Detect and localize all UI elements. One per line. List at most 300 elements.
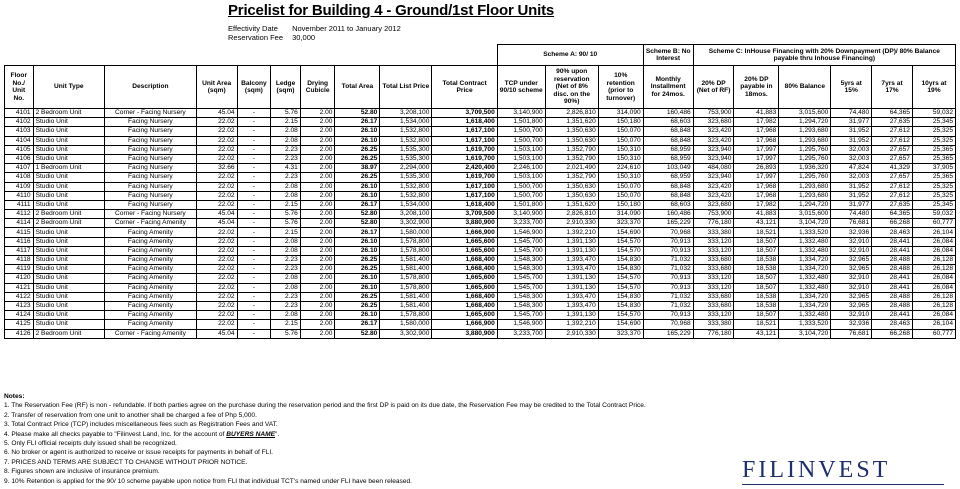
table-cell: 28,441 bbox=[872, 237, 913, 246]
table-cell: 1,545,700 bbox=[497, 311, 545, 320]
table-cell: 3,015,600 bbox=[779, 210, 831, 219]
table-cell: 2.08 bbox=[271, 237, 301, 246]
table-cell: 28,463 bbox=[872, 320, 913, 329]
table-cell: 4123 bbox=[5, 301, 34, 310]
table-cell: 1,580,000 bbox=[380, 320, 432, 329]
table-cell: 1,578,800 bbox=[380, 283, 432, 292]
table-cell: 1,546,900 bbox=[497, 320, 545, 329]
table-cell: 22.02 bbox=[196, 200, 237, 209]
table-cell: 1,668,400 bbox=[432, 301, 497, 310]
table-cell: 150,310 bbox=[598, 173, 643, 182]
table-cell: 3,709,500 bbox=[432, 210, 497, 219]
table-cell: 1,500,700 bbox=[497, 127, 545, 136]
filinvest-logo: FILINVEST bbox=[742, 457, 891, 483]
table-cell: Studio Unit bbox=[33, 118, 104, 127]
table-cell: 4112 bbox=[5, 210, 34, 219]
table-cell: 1,500,700 bbox=[497, 182, 545, 191]
column-header: Total Area bbox=[335, 66, 380, 109]
table-cell: - bbox=[237, 191, 271, 200]
table-cell: 52.80 bbox=[335, 219, 380, 228]
table-cell: 4105 bbox=[5, 145, 34, 154]
table-cell: Studio Unit bbox=[33, 265, 104, 274]
table-cell: 2.23 bbox=[271, 173, 301, 182]
table-cell: 2.00 bbox=[300, 256, 335, 265]
table-cell: 4111 bbox=[5, 200, 34, 209]
table-cell: 32,003 bbox=[831, 145, 872, 154]
table-cell: 4117 bbox=[5, 246, 34, 255]
table-cell: 18,521 bbox=[734, 320, 779, 329]
table-cell: - bbox=[237, 256, 271, 265]
table-cell: 150,070 bbox=[598, 136, 643, 145]
table-cell: Facing Amenity bbox=[104, 265, 196, 274]
table-cell: 26,084 bbox=[912, 274, 955, 283]
table-cell: 1,332,480 bbox=[779, 246, 831, 255]
table-cell: 2.00 bbox=[300, 145, 335, 154]
table-cell: 2.00 bbox=[300, 118, 335, 127]
table-cell: 1,351,620 bbox=[545, 200, 598, 209]
table-row bbox=[5, 173, 956, 182]
table-cell: 154,830 bbox=[598, 256, 643, 265]
table-cell: 1,581,400 bbox=[380, 292, 432, 301]
table-cell: 1,534,000 bbox=[380, 200, 432, 209]
table-cell: 323,940 bbox=[693, 154, 734, 163]
table-cell: 1,532,800 bbox=[380, 182, 432, 191]
table-cell: - bbox=[237, 173, 271, 182]
table-cell: 59,032 bbox=[912, 109, 955, 118]
table-cell: 60,777 bbox=[912, 219, 955, 228]
table-cell: 31,952 bbox=[831, 127, 872, 136]
table-row bbox=[5, 145, 956, 154]
table-cell: 26.17 bbox=[335, 228, 380, 237]
table-cell: 333,380 bbox=[693, 320, 734, 329]
table-cell: 3,880,900 bbox=[432, 219, 497, 228]
table-cell: 1,578,800 bbox=[380, 246, 432, 255]
table-cell: - bbox=[237, 182, 271, 191]
table-cell: 22.02 bbox=[196, 127, 237, 136]
table-row bbox=[5, 311, 956, 320]
table-cell: - bbox=[237, 329, 271, 338]
effectivity-label: Effectivity Date bbox=[228, 24, 278, 33]
table-cell: 1,545,700 bbox=[497, 283, 545, 292]
table-cell: 323,370 bbox=[598, 329, 643, 338]
table-cell: 28,441 bbox=[872, 274, 913, 283]
table-row bbox=[5, 219, 956, 228]
table-cell: 1,352,790 bbox=[545, 145, 598, 154]
table-cell: 2.08 bbox=[271, 182, 301, 191]
table-cell: 22.02 bbox=[196, 283, 237, 292]
table-cell: 2.00 bbox=[300, 109, 335, 118]
table-cell: 323,420 bbox=[693, 182, 734, 191]
table-cell: 1,393,470 bbox=[545, 292, 598, 301]
table-cell: 45.04 bbox=[196, 219, 237, 228]
table-cell: - bbox=[237, 274, 271, 283]
table-cell: 2.00 bbox=[300, 191, 335, 200]
table-cell: 22.02 bbox=[196, 320, 237, 329]
table-row bbox=[5, 191, 956, 200]
table-cell: 4125 bbox=[5, 320, 34, 329]
note-item: 6. No broker or agent is authorized to receive or issue receipts for payments in behalf of FLI. bbox=[4, 449, 274, 457]
table-row bbox=[5, 274, 956, 283]
table-row bbox=[5, 210, 956, 219]
table-cell: 2 Bedroom Unit bbox=[33, 210, 104, 219]
table-cell: Studio Unit bbox=[33, 127, 104, 136]
table-cell: 68,848 bbox=[643, 191, 693, 200]
table-cell: 26.25 bbox=[335, 265, 380, 274]
table-cell: - bbox=[237, 219, 271, 228]
table-cell: 1,350,630 bbox=[545, 127, 598, 136]
table-cell: 323,420 bbox=[693, 136, 734, 145]
table-cell: 2 Bedroom Unit bbox=[33, 109, 104, 118]
table-cell: 32,910 bbox=[831, 283, 872, 292]
table-cell: 25,345 bbox=[912, 118, 955, 127]
table-cell: 2.00 bbox=[300, 301, 335, 310]
table-cell: 2.23 bbox=[271, 154, 301, 163]
table-cell: Studio Unit bbox=[33, 256, 104, 265]
table-cell: 1,535,300 bbox=[380, 145, 432, 154]
table-cell: Facing Nursery bbox=[104, 191, 196, 200]
table-cell: 60,777 bbox=[912, 329, 955, 338]
table-cell: 26.10 bbox=[335, 246, 380, 255]
table-cell: 165,229 bbox=[643, 329, 693, 338]
table-cell: 70,913 bbox=[643, 246, 693, 255]
table-cell: Studio Unit bbox=[33, 182, 104, 191]
table-cell: 32,965 bbox=[831, 265, 872, 274]
table-cell: 26.25 bbox=[335, 145, 380, 154]
table-cell: 32,003 bbox=[831, 154, 872, 163]
table-cell: 22.02 bbox=[196, 274, 237, 283]
table-cell: 3,015,600 bbox=[779, 109, 831, 118]
table-cell: 25,325 bbox=[912, 182, 955, 191]
table-cell: 154,570 bbox=[598, 283, 643, 292]
table-cell: 27,635 bbox=[872, 118, 913, 127]
table-cell: 28,488 bbox=[872, 265, 913, 274]
table-cell: 71,032 bbox=[643, 292, 693, 301]
note-item: 2. Transfer of reservation from one unit to another shall be charged a fee of Php 5,000. bbox=[4, 411, 257, 419]
table-cell: Facing Amenity bbox=[104, 311, 196, 320]
table-cell: 2.08 bbox=[271, 136, 301, 145]
table-cell: - bbox=[237, 283, 271, 292]
table-cell: 26.25 bbox=[335, 292, 380, 301]
table-cell: Studio Unit bbox=[33, 237, 104, 246]
table-cell: 27,635 bbox=[872, 200, 913, 209]
table-cell: 1,619,700 bbox=[432, 145, 497, 154]
table-cell: 32,965 bbox=[831, 301, 872, 310]
table-cell: 1,617,100 bbox=[432, 182, 497, 191]
table-cell: 22.02 bbox=[196, 237, 237, 246]
table-cell: 4104 bbox=[5, 136, 34, 145]
table-cell: 1,618,400 bbox=[432, 200, 497, 209]
table-cell: - bbox=[237, 228, 271, 237]
table-cell: 45.04 bbox=[196, 329, 237, 338]
table-cell: 68,603 bbox=[643, 118, 693, 127]
table-row bbox=[5, 154, 956, 163]
table-cell: 154,690 bbox=[598, 228, 643, 237]
table-row bbox=[5, 182, 956, 191]
table-cell: 22.02 bbox=[196, 145, 237, 154]
table-cell: 2 Bedroom Unit bbox=[33, 329, 104, 338]
table-cell: 3,880,900 bbox=[432, 329, 497, 338]
table-cell: 1,391,130 bbox=[545, 311, 598, 320]
table-cell: 68,959 bbox=[643, 173, 693, 182]
column-header: Drying Cubicle bbox=[300, 66, 335, 109]
table-cell: 27,657 bbox=[872, 154, 913, 163]
table-cell: Facing Nursery bbox=[104, 118, 196, 127]
table-cell: 1,293,680 bbox=[779, 127, 831, 136]
table-cell: 1,391,130 bbox=[545, 283, 598, 292]
table-cell: 1,546,900 bbox=[497, 228, 545, 237]
table-row bbox=[5, 292, 956, 301]
table-cell: 150,180 bbox=[598, 118, 643, 127]
table-cell: 1,391,130 bbox=[545, 246, 598, 255]
table-cell: 68,959 bbox=[643, 145, 693, 154]
table-cell: 1,334,720 bbox=[779, 301, 831, 310]
table-cell: 4120 bbox=[5, 274, 34, 283]
table-cell: 32,910 bbox=[831, 311, 872, 320]
table-cell: 2,021,490 bbox=[545, 164, 598, 173]
table-cell: 2,246,100 bbox=[497, 164, 545, 173]
table-cell: 71,032 bbox=[643, 301, 693, 310]
table-cell: 333,680 bbox=[693, 292, 734, 301]
table-row bbox=[5, 164, 956, 173]
table-cell: - bbox=[237, 109, 271, 118]
column-header: Total List Price bbox=[380, 66, 432, 109]
buyers-name-emphasis: BUYERS NAME bbox=[226, 430, 275, 438]
table-cell: Facing Amenity bbox=[104, 292, 196, 301]
column-header: Total Contract Price bbox=[432, 66, 497, 109]
table-cell: 70,913 bbox=[643, 311, 693, 320]
table-cell: - bbox=[237, 127, 271, 136]
table-cell: 27,612 bbox=[872, 136, 913, 145]
table-cell: 26,128 bbox=[912, 301, 955, 310]
table-cell: 18,538 bbox=[734, 292, 779, 301]
table-cell: 22.02 bbox=[196, 265, 237, 274]
table-cell: 1,332,480 bbox=[779, 283, 831, 292]
table-cell: 70,968 bbox=[643, 320, 693, 329]
table-cell: 38.97 bbox=[335, 164, 380, 173]
table-cell: Studio Unit bbox=[33, 136, 104, 145]
table-cell: 3,302,900 bbox=[380, 329, 432, 338]
table-cell: 1,393,470 bbox=[545, 301, 598, 310]
table-cell: 2,294,000 bbox=[380, 164, 432, 173]
table-cell: 1,535,300 bbox=[380, 173, 432, 182]
table-cell: 52.80 bbox=[335, 210, 380, 219]
table-row bbox=[5, 246, 956, 255]
table-cell: 70,913 bbox=[643, 237, 693, 246]
table-cell: 41,329 bbox=[872, 164, 913, 173]
column-header: Description bbox=[104, 66, 196, 109]
table-cell: 2.23 bbox=[271, 145, 301, 154]
table-cell: Facing Nursery bbox=[104, 145, 196, 154]
table-cell: 2.23 bbox=[271, 265, 301, 274]
table-cell: 26.17 bbox=[335, 320, 380, 329]
table-cell: - bbox=[237, 320, 271, 329]
table-cell: 2.00 bbox=[300, 200, 335, 209]
table-cell: 3,233,700 bbox=[497, 219, 545, 228]
table-cell: 2,826,810 bbox=[545, 109, 598, 118]
table-cell: 1,334,720 bbox=[779, 265, 831, 274]
table-cell: Facing Nursery bbox=[104, 154, 196, 163]
table-cell: 26.25 bbox=[335, 256, 380, 265]
table-cell: 1,617,100 bbox=[432, 136, 497, 145]
table-cell: 26,084 bbox=[912, 283, 955, 292]
table-cell: 2.08 bbox=[271, 191, 301, 200]
table-cell: 18,507 bbox=[734, 311, 779, 320]
notes-heading: Notes: bbox=[4, 393, 25, 400]
table-cell: 32,910 bbox=[831, 237, 872, 246]
pricelist-table bbox=[4, 44, 956, 339]
column-header: 20% DP payable in 18mos. bbox=[734, 66, 779, 109]
table-cell: 32,965 bbox=[831, 256, 872, 265]
table-cell: 1,545,700 bbox=[497, 246, 545, 255]
table-cell: 17,997 bbox=[734, 145, 779, 154]
table-cell: Facing Amenity bbox=[104, 320, 196, 329]
table-cell: 22.02 bbox=[196, 191, 237, 200]
table-cell: 1,295,760 bbox=[779, 173, 831, 182]
column-header: 20% DP (Net of RF) bbox=[693, 66, 734, 109]
table-cell: 32,910 bbox=[831, 274, 872, 283]
table-cell: 1,548,300 bbox=[497, 256, 545, 265]
table-cell: 1 Bedroom Unit bbox=[33, 164, 104, 173]
table-cell: 4107 bbox=[5, 164, 34, 173]
table-cell: 2,420,400 bbox=[432, 164, 497, 173]
column-header: 10yrs at 19% bbox=[912, 66, 955, 109]
table-cell: 1,581,400 bbox=[380, 301, 432, 310]
table-cell: 154,830 bbox=[598, 292, 643, 301]
table-cell: 1,532,800 bbox=[380, 191, 432, 200]
table-cell: 4124 bbox=[5, 311, 34, 320]
table-cell: 2.00 bbox=[300, 182, 335, 191]
table-cell: 154,690 bbox=[598, 320, 643, 329]
table-cell: 1,618,400 bbox=[432, 118, 497, 127]
table-cell: 1,665,600 bbox=[432, 311, 497, 320]
table-cell: 26.10 bbox=[335, 136, 380, 145]
table-cell: 26,104 bbox=[912, 228, 955, 237]
table-cell: 1,545,700 bbox=[497, 274, 545, 283]
table-cell: 26,128 bbox=[912, 256, 955, 265]
table-cell: 70,913 bbox=[643, 274, 693, 283]
table-cell: 37,905 bbox=[912, 164, 955, 173]
note-item: 9. 10% Retention is applied for the 90/ 10 scheme payable upon notice from FLI that individual TCT's named under FLI have been released. bbox=[4, 477, 412, 485]
table-cell: 2.23 bbox=[271, 256, 301, 265]
table-cell: 3,140,900 bbox=[497, 210, 545, 219]
table-cell: 333,120 bbox=[693, 283, 734, 292]
table-cell: 3,208,100 bbox=[380, 210, 432, 219]
table-cell: 1,332,480 bbox=[779, 311, 831, 320]
table-cell: Facing Nursery bbox=[104, 136, 196, 145]
table-cell: 2.23 bbox=[271, 292, 301, 301]
table-cell: Studio Unit bbox=[33, 173, 104, 182]
table-cell: Facing Amenity bbox=[104, 256, 196, 265]
table-cell: 26,128 bbox=[912, 265, 955, 274]
table-cell: 52.80 bbox=[335, 109, 380, 118]
reservation-label: Reservation Fee bbox=[228, 33, 284, 42]
table-cell: 3,302,900 bbox=[380, 219, 432, 228]
table-cell: 76,681 bbox=[831, 219, 872, 228]
table-row bbox=[5, 237, 956, 246]
table-cell: 28,441 bbox=[872, 283, 913, 292]
table-cell: 1,668,400 bbox=[432, 256, 497, 265]
table-cell: 333,120 bbox=[693, 246, 734, 255]
table-cell: 1,532,800 bbox=[380, 127, 432, 136]
table-cell: 1,500,700 bbox=[497, 136, 545, 145]
table-cell: - bbox=[237, 301, 271, 310]
table-cell: 1,352,790 bbox=[545, 173, 598, 182]
table-cell: 32,936 bbox=[831, 228, 872, 237]
table-cell: 2.15 bbox=[271, 200, 301, 209]
column-header: Ledge (sqm) bbox=[271, 66, 301, 109]
table-cell: 66,268 bbox=[872, 219, 913, 228]
table-cell: 1,501,800 bbox=[497, 200, 545, 209]
table-cell: 31,952 bbox=[831, 136, 872, 145]
table-cell: - bbox=[237, 292, 271, 301]
table-cell: Facing Nursery bbox=[104, 173, 196, 182]
table-cell: 28,488 bbox=[872, 256, 913, 265]
column-header: 80% Balance bbox=[779, 66, 831, 109]
table-cell: Corner - Facing Amenity bbox=[104, 219, 196, 228]
table-cell: 314,090 bbox=[598, 109, 643, 118]
table-cell: 27,612 bbox=[872, 127, 913, 136]
table-cell: 1,666,900 bbox=[432, 320, 497, 329]
table-cell: 4108 bbox=[5, 173, 34, 182]
table-cell: Corner - Facing Nursery bbox=[104, 210, 196, 219]
table-cell: Studio Unit bbox=[33, 246, 104, 255]
table-cell: 1,578,800 bbox=[380, 311, 432, 320]
table-cell: 25,325 bbox=[912, 191, 955, 200]
table-cell: 1,665,600 bbox=[432, 237, 497, 246]
table-cell: 1,668,400 bbox=[432, 265, 497, 274]
table-cell: 68,848 bbox=[643, 127, 693, 136]
table-cell: 150,310 bbox=[598, 145, 643, 154]
table-cell: 71,032 bbox=[643, 265, 693, 274]
table-row bbox=[5, 320, 956, 329]
table-cell: 154,570 bbox=[598, 311, 643, 320]
table-cell: 26.25 bbox=[335, 173, 380, 182]
table-cell: 1,665,600 bbox=[432, 246, 497, 255]
table-cell: 22.02 bbox=[196, 182, 237, 191]
table-cell: 2,826,810 bbox=[545, 210, 598, 219]
table-cell: 1,350,630 bbox=[545, 136, 598, 145]
table-cell: - bbox=[237, 237, 271, 246]
note-item: 3. Total Contract Price (TCP) includes miscellaneous fees such as Registration Fees and VAT. bbox=[4, 421, 278, 429]
table-cell: 18,538 bbox=[734, 301, 779, 310]
table-cell: 323,940 bbox=[693, 173, 734, 182]
table-cell: 26.10 bbox=[335, 311, 380, 320]
table-cell: 1,936,320 bbox=[779, 164, 831, 173]
table-cell: 74,480 bbox=[831, 109, 872, 118]
table-cell: 2.08 bbox=[271, 283, 301, 292]
table-cell: 1,503,100 bbox=[497, 173, 545, 182]
table-cell: 2.00 bbox=[300, 173, 335, 182]
column-header: 5yrs at 15% bbox=[831, 66, 872, 109]
table-cell: 323,680 bbox=[693, 200, 734, 209]
table-cell: 41,883 bbox=[734, 210, 779, 219]
table-cell: 27,657 bbox=[872, 145, 913, 154]
table-cell: 1,295,760 bbox=[779, 154, 831, 163]
table-cell: 2.00 bbox=[300, 283, 335, 292]
table-cell: 28,441 bbox=[872, 311, 913, 320]
table-cell: 17,997 bbox=[734, 173, 779, 182]
table-cell: 1,294,720 bbox=[779, 118, 831, 127]
table-cell: 165,229 bbox=[643, 219, 693, 228]
table-cell: 776,180 bbox=[693, 329, 734, 338]
table-cell: 66,268 bbox=[872, 329, 913, 338]
table-cell: 26.10 bbox=[335, 274, 380, 283]
table-cell: 4101 bbox=[5, 109, 34, 118]
column-header: Floor No./ Unit No. bbox=[5, 66, 34, 109]
table-cell: 26.10 bbox=[335, 127, 380, 136]
table-cell: 1,617,100 bbox=[432, 191, 497, 200]
table-cell: 333,680 bbox=[693, 256, 734, 265]
